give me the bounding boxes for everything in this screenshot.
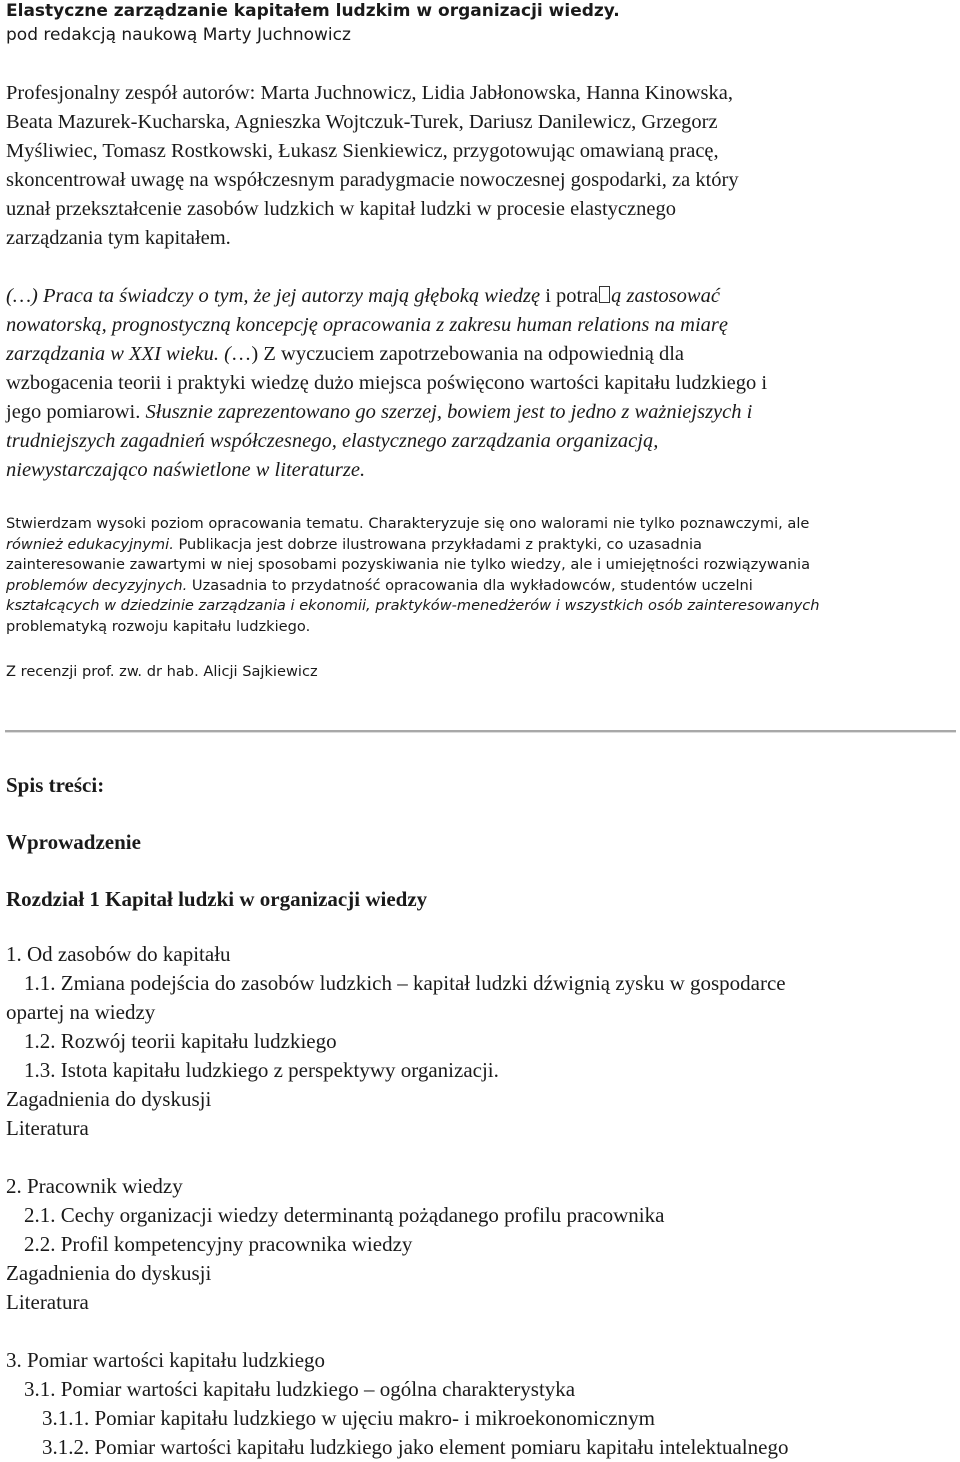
- review-text: Uzasadnia to przydatność opracowania dla wykładowców, studentów uczelni: [187, 576, 753, 594]
- toc-introduction: Wprowadzenie: [6, 830, 141, 854]
- toc-entry: Literatura: [6, 1290, 89, 1314]
- intro-paragraph: [6, 79, 956, 253]
- intro-line: Myśliwiec, Tomasz Rostkowski, Łukasz Sienkiewicz, przygotowując omawianą pracę,: [6, 140, 719, 162]
- review-quote: [6, 282, 956, 485]
- review-signature: Z recenzji prof. zw. dr hab. Alicji Sajkiewicz: [6, 663, 318, 680]
- quote-line: nowatorską, prognostyczną koncepcję opracowania z zakresu human relations na miarę: [6, 314, 728, 336]
- toc-entry: 2.2. Profil kompetencyjny pracownika wiedzy: [24, 1232, 413, 1256]
- review-line: [6, 535, 956, 556]
- intro-line: Profesjonalny zespół autorów: Marta Juchnowicz, Lidia Jabłonowska, Hanna Kinowska,: [6, 82, 734, 104]
- toc-entry: Zagadnienia do dyskusji: [6, 1087, 212, 1111]
- toc-spacer: [6, 1317, 956, 1346]
- quote-line: trudniejszych zagadnień współczesnego, elastycznego zarządzania organizacją,: [6, 430, 659, 452]
- review-line: Stwierdzam wysoki poziom opracowania tematu. Charakteryzuje się ono walorami nie tylko poznawczymi, ale: [6, 515, 810, 532]
- toc-chapter-title: Rozdział 1 Kapitał ludzki w organizacji wiedzy: [6, 887, 428, 911]
- book-title: Elastyczne zarządzanie kapitałem ludzkim w organizacji wiedzy.: [6, 1, 620, 21]
- review-line: [6, 576, 956, 597]
- review-line: zainteresowanie zawartymi w niej sposobami pozyskiwania nie tylko wiedzy, ale i umiejętności rozwiązywania: [6, 556, 811, 573]
- quote-text: i potra: [540, 285, 599, 307]
- review-text: problemów decyzyjnych.: [6, 576, 188, 594]
- toc-entry-continuation: opartej na wiedzy: [6, 1000, 156, 1024]
- book-editor: pod redakcją naukową Marty Juchnowicz: [6, 25, 351, 45]
- toc-entry: 1.2. Rozwój teorii kapitału ludzkiego: [24, 1029, 337, 1053]
- toc-entry: 3.1.1. Pomiar kapitału ludzkiego w ujęciu makro- i mikroekonomicznym: [42, 1406, 655, 1430]
- toc-heading: Spis treści:: [6, 773, 105, 797]
- intro-line: skoncentrował uwagę na współczesnym paradygmacie nowoczesnej gospodarki, za który: [6, 169, 739, 191]
- intro-line: zarządzania tym kapitałem.: [6, 227, 231, 249]
- toc-entry: Zagadnienia do dyskusji: [6, 1261, 212, 1285]
- review-text: również edukacyjnymi.: [6, 535, 174, 553]
- quote-line: wzbogacenia teorii i praktyki wiedzę dużo miejsca poświęcono wartości kapitału ludzkiego i: [6, 372, 768, 394]
- quote-text: …) Z wyczuciem zapotrzebowania na odpowiednią dla: [230, 343, 685, 365]
- review-line: kształcących w dziedzinie zarządzania i ekonomii, praktyków-menedżerów i wszystkich osób zainteresowanych: [6, 597, 820, 614]
- horizontal-divider: [5, 730, 956, 733]
- intro-line: Beata Mazurek-Kucharska, Agnieszka Wojtczuk-Turek, Dariusz Danilewicz, Grzegorz: [6, 111, 718, 133]
- quote-text: (…) Praca ta świadczy o tym, że jej autorzy mają głęboką wiedzę: [6, 285, 541, 307]
- toc-entry: 3.1.2. Pomiar wartości kapitału ludzkiego jako element pomiaru kapitału intelektualnego: [42, 1435, 789, 1459]
- quote-text: zarządzania w XXI wieku. (: [6, 343, 231, 365]
- quote-text: ą zastosować: [611, 285, 720, 307]
- quote-text: jego pomiarowi.: [6, 401, 141, 423]
- toc-entry: 1.3. Istota kapitału ludzkiego z perspektywy organizacji.: [24, 1058, 499, 1082]
- toc-spacer: [6, 1143, 956, 1172]
- review-excerpt: [6, 514, 956, 637]
- quote-line: [6, 282, 956, 311]
- quote-line: niewystarczająco naświetlone w literaturze.: [6, 459, 366, 481]
- toc-entry: 2. Pracownik wiedzy: [6, 1174, 183, 1198]
- quote-line: [6, 398, 956, 427]
- quote-text: Słusznie zaprezentowano go szerzej, bowiem jest to jedno z ważniejszych i: [140, 401, 753, 423]
- toc-entry: 2.1. Cechy organizacji wiedzy determinantą pożądanego profilu pracownika: [24, 1203, 665, 1227]
- missing-glyph-box: [599, 286, 610, 303]
- toc-entry: Literatura: [6, 1116, 89, 1140]
- toc-entry: 1.1. Zmiana podejścia do zasobów ludzkich – kapitał ludzki dźwignią zysku w gospodarce: [24, 971, 786, 995]
- toc-entry: 1. Od zasobów do kapitału: [6, 942, 231, 966]
- toc-entry: 3. Pomiar wartości kapitału ludzkiego: [6, 1348, 326, 1372]
- review-line: problematyką rozwoju kapitału ludzkiego.: [6, 617, 311, 635]
- quote-line: [6, 340, 956, 369]
- review-text: Publikacja jest dobrze ilustrowana przykładami z praktyki, co uzasadnia: [173, 535, 702, 553]
- table-of-contents: [6, 940, 956, 1462]
- toc-entry: 3.1. Pomiar wartości kapitału ludzkiego – ogólna charakterystyka: [24, 1377, 576, 1401]
- intro-line: uznał przekształcenie zasobów ludzkich w kapitał ludzki w procesie elastycznego: [6, 198, 676, 220]
